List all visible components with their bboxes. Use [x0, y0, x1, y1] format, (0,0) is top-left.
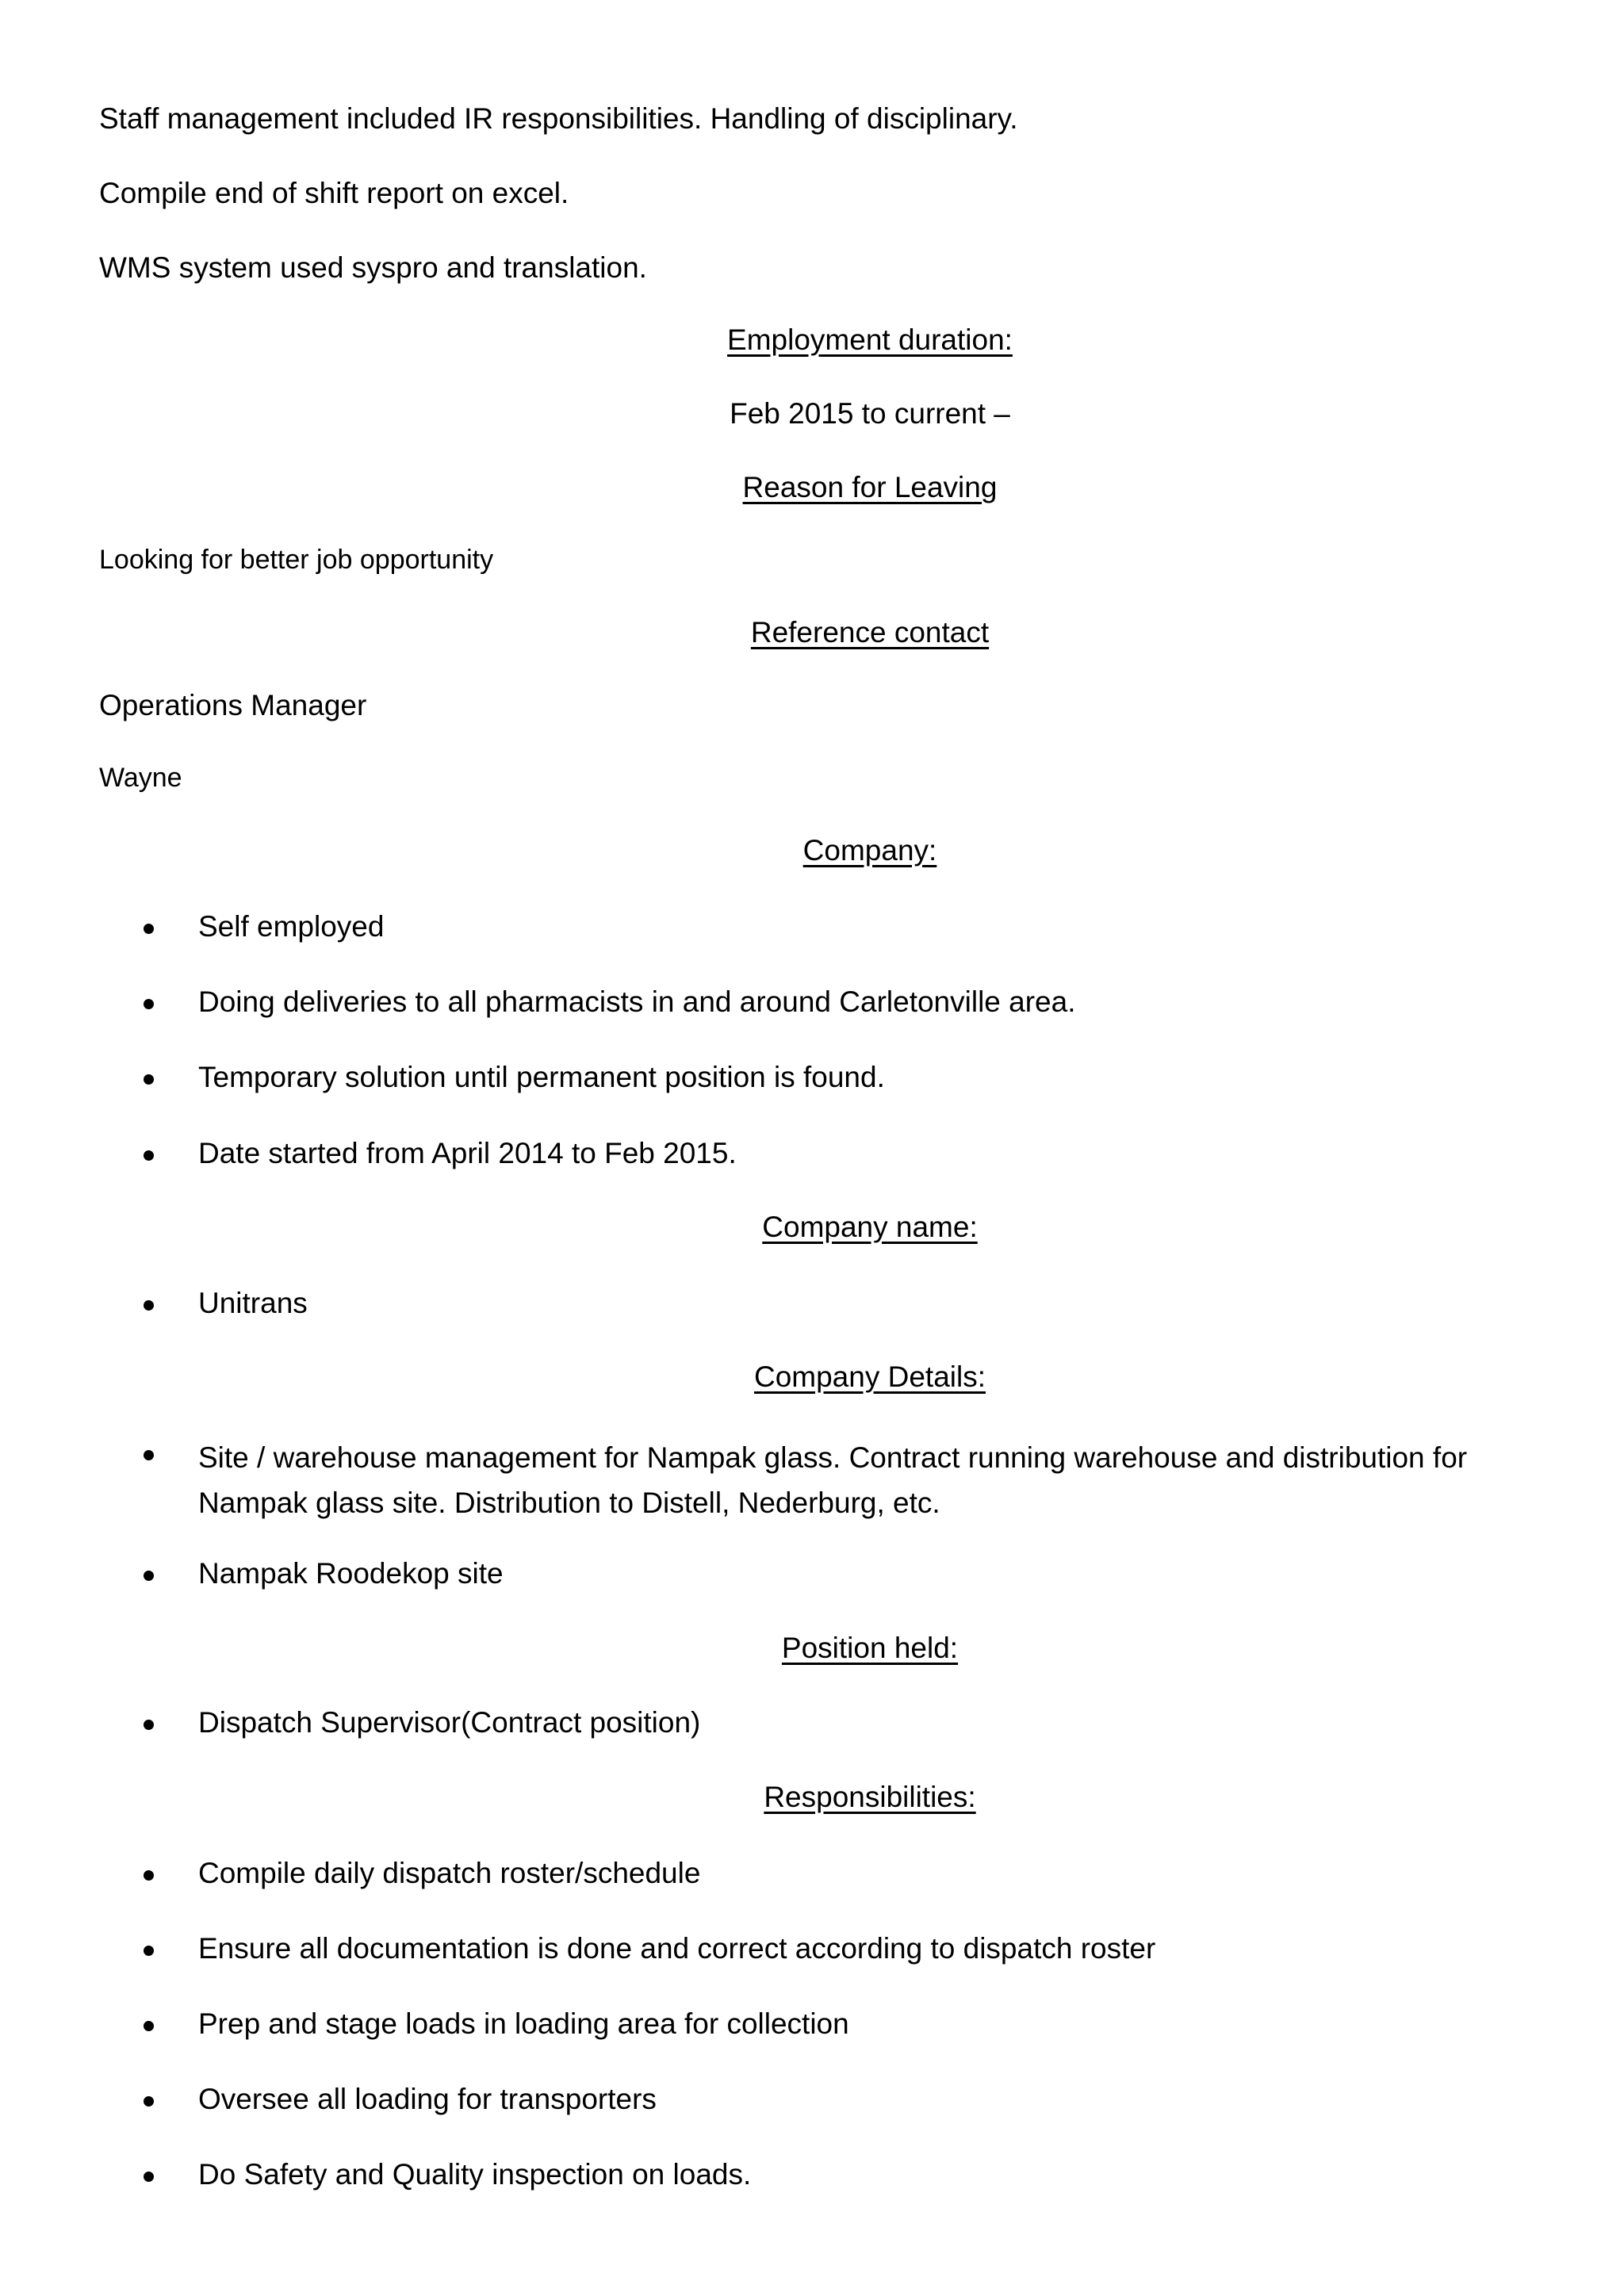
- bullet-icon: [144, 1931, 154, 1967]
- position-item: Dispatch Supervisor(Contract position): [198, 1706, 701, 1739]
- bullet-icon: [144, 1435, 154, 1471]
- paragraph-wms-system: WMS system used syspro and translation.: [99, 251, 647, 284]
- bullet-icon: [144, 1705, 154, 1741]
- paragraph-staff-management: Staff management included IR responsibilities. Handling of disciplinary.: [99, 102, 1018, 135]
- reference-name: Wayne: [99, 763, 182, 793]
- company-details-item: Nampak Roodekop site: [198, 1557, 504, 1590]
- bullet-icon: [144, 2156, 154, 2193]
- company-name-item: Unitrans: [198, 1287, 308, 1319]
- responsibility-item: Oversee all loading for transporters: [198, 2083, 657, 2115]
- bullet-icon: [144, 1285, 154, 1322]
- heading-reference-contact: Reference contact: [750, 616, 990, 649]
- company-item: Temporary solution until permanent position is found.: [198, 1061, 885, 1093]
- bullet-icon: [144, 1059, 154, 1096]
- heading-responsibilities: Responsibilities:: [764, 1781, 976, 1813]
- reference-role: Operations Manager: [99, 689, 367, 721]
- heading-reason-for-leaving: Reason for Leaving: [742, 471, 998, 503]
- bullet-icon: [144, 2081, 154, 2118]
- bullet-icon: [144, 984, 154, 1020]
- bullet-icon: [144, 1855, 154, 1892]
- responsibility-item: Do Safety and Quality inspection on loads.: [198, 2158, 752, 2191]
- employment-duration-value: Feb 2015 to current –: [730, 397, 1010, 430]
- responsibility-item: Ensure all documentation is done and correct according to dispatch roster: [198, 1932, 1156, 1965]
- reason-text: Looking for better job opportunity: [99, 545, 494, 575]
- bullet-icon: [144, 909, 154, 945]
- bullet-icon: [144, 1135, 154, 1172]
- company-item: Date started from April 2014 to Feb 2015.: [198, 1137, 737, 1169]
- company-details-item: Site / warehouse management for Nampak glass. Contract running warehouse and distribution for Nampak glass site. Distribution to Distell, Nederburg, etc.: [198, 1441, 1468, 1519]
- company-item: Doing deliveries to all pharmacists in and around Carletonville area.: [198, 985, 1076, 1018]
- heading-company: Company:: [802, 834, 937, 867]
- bullet-icon: [144, 2006, 154, 2042]
- bullet-icon: [144, 1556, 154, 1592]
- responsibility-item: Compile daily dispatch roster/schedule: [198, 1857, 701, 1889]
- responsibility-item: Prep and stage loads in loading area for collection: [198, 2007, 849, 2040]
- heading-position-held: Position held:: [781, 1632, 959, 1664]
- paragraph-shift-report: Compile end of shift report on excel.: [99, 177, 569, 209]
- heading-company-name: Company name:: [762, 1211, 978, 1243]
- heading-employment-duration: Employment duration:: [727, 323, 1013, 356]
- heading-company-details: Company Details:: [753, 1360, 986, 1393]
- company-item: Self employed: [198, 910, 385, 943]
